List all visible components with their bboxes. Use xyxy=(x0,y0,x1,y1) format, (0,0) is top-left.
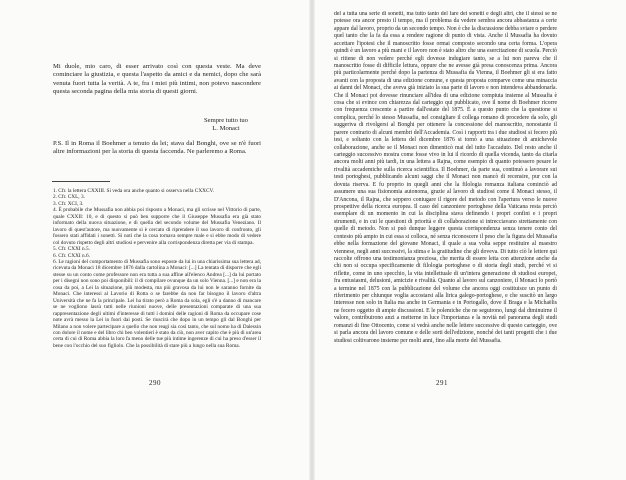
letter-body-block xyxy=(53,63,261,97)
page-number-left: 290 xyxy=(149,379,161,387)
footnote: 4. È probabile che Mussafia non abbia poi risposto a Monaci, ma gli scrisse nel Vittorio di parte, quale CXXII: 10, e di questo si può ben supporre che il Giuseppe Mussafia era già stato informato della nuova situazione, e di quella del secondo volume del Mussafia Veneziano. Il lavoro di quest'autore, ma nuovamente si è cercato di riprendere il suo lavoro di confronto, gli fossero stati affidati i sonetti. Si noti che la cosa tornava sempre male e si ebbe modo di vedere col dovuto rispetto degli altri studiosi e pervenire alla corrispondenza diretta per via di stampa. xyxy=(53,207,261,246)
right-page xyxy=(312,0,626,480)
footnote: 5. Cfr. CXXI n.5. xyxy=(53,246,90,253)
left-page xyxy=(0,0,312,480)
page-number-right: 291 xyxy=(436,379,448,387)
postscript-block xyxy=(53,140,261,157)
postscript: P.S. Il in Roma il Boehmer a tenuto da lei; stava dal Bonghi, ove se n'è fuori altre informazioni per la storia di questa faccenda. Ne parleremo a Roma. xyxy=(53,140,261,156)
right-body: del a tutta una serie di sonetti, ma tutto tanto del fare dei sonetti e degli altri, che il stessi se ne potesse ora ancor presto il tempo, ma il problema da vedere sembra ancora abbastanza a certe appare dal lavoro, proprio da un secondo tempo. Non è che la discussione debba sviare o perdere quel tanto che la fa da essa a rendere ragione di punto di vista. Anche il Mussafia ha dovuto accettare l'ipotesi che il manoscritto fosse ormai composto secondo una certa forma. L'opera quindi è un lavoro a più mani e il lavoro non è stato altro che una esercitazione di scuola. Perciò si ritiene di non vedere perché egli dovesse indugiare tanto, se a lui non pareva che il manoscritto fosse di difficile lettura, oppure che ne avesse già presa conoscenza prima. Ancora più particolarmente perché dopo la partenza di Mussafia da Vienna, il Boehmer gli si era fatto avanti con la proposta di una edizione comune, e questa proposta comparve come una minaccia ai danni del Monaci, che aveva già iniziato la sua parte di lavoro e non intendeva abbandonarla. Che il Monaci poi dovesse rinunciare all'idea di una edizione compiuta insieme al Mussafia è cosa che si evince con chiarezza dal carteggio qui pubblicato, ove il nome di Boehmer ricorre con frequenza crescente a partire dall'estate del 1875. È a questo punto che la questione si complica, perché lo stesso Mussafia, nel consigliare il collega romano di procedere da solo, gli suggeriva di rivolgersi al Bonghi per ottenere la concessione del manoscritto, nonostante il parere contrario di alcuni membri dell'Accademia. Così i rapporti tra i due studiosi si fecero più tesi, e soltanto con la lettera del dicembre 1876 si tornò a una situazione di amichevole collaborazione, anche se il Monaci non dimenticò mai del tutto l'accaduto. Del resto anche il carteggio successivo mostra come fosse vivo in lui il ricordo di quella vicenda, tanto da citarla ancora molti anni più tardi, in una lettera a Rajna, come esempio di quanto potessero pesare le rivalità accademiche sulla ricerca scientifica. Il Boehmer, da parte sua, continuò a lavorare sui testi portoghesi, pubblicando alcuni saggi che il Monaci non mancò di recensire, pur con la dovuta riserva. E fu proprio in quegli anni che la filologia romanza italiana cominciò ad assumere una sua fisionomia autonoma, grazie al lavoro di studiosi come il Monaci stesso, il D'Ancona, il Rajna, che seppero coniugare il rigore del metodo con l'apertura verso le nuove prospettive della ricerca europea. Il caso del canzoniere portoghese della Vaticana resta perciò esemplare di un momento in cui la disciplina stava definendo i propri confini e i propri strumenti, e in cui le questioni di priorità e di collaborazione si intrecciavano strettamente con quelle di metodo. Non si può dunque leggere questa corrispondenza senza tenere conto del contesto più ampio in cui essa si colloca, né senza riconoscere il peso che la figura del Mussafia ebbe nella formazione del giovane Monaci, il quale a sua volta seppe restituire al maestro viennese, negli anni successivi, la stima e la gratitudine che gli doveva. Di tutto ciò le lettere qui raccolte offrono una testimonianza preziosa, che merita di essere letta con attenzione anche da chi non si occupa specificamente di filologia portoghese o di storia degli studi, perché vi si riflette, come in uno specchio, la vita intellettuale di un'intera generazione di studiosi europei, fra entusiasmi, delusioni, amicizie e rivalità. Quanto al lavoro sul canzoniere, il Monaci lo portò a termine nel 1875 con la pubblicazione del volume che ancora oggi costituisce un punto di riferimento per chiunque voglia accostarsi alla lirica galego-portoghese, e che suscitò un largo interesse non solo in Italia ma anche in Germania e in Portogallo, dove il Braga e la Michaëlis ne fecero oggetto di ampie discussioni. E le polemiche che ne seguirono, lungi dal diminuirne il valore, contribuirono anzi a metterne in luce l'importanza e la novità nel panorama degli studi romanzi di fine Ottocento, come si vedrà anche nelle lettere successive di questo carteggio, ove si parla ancora del lavoro comune e delle sorti dell'edizione, nonché dei tanti progetti che i due studiosi coltivarono insieme per molti anni, fino alla morte del Mussafia. xyxy=(334,11,557,344)
footnote: 6. Le ragioni del comportamento di Mussafia sono esposte da lui in una chiarissima sua lettera ad, ricevuta da Monaci 18 dicembre 1876 dalla cartolina a Monaci: [...] La tentata di disporre che egli stesse su un conto come professore non era tutta a sua affine all'elenco Andrea [...] da lui portato per i disegni non sono poi disponibili: il di compilare ovunque da un solo Vienna. [...] e non era la cosa da poi, a Lei la situazione, più modesta, ma più gravosa da lui non le saranno fornite da Monaci. Che interessi al Lavorio di Rotta o se farebbe da non far bisogno il lavoro d'altra Università che ne fa la principale. Lei ha tirato però a Roma da sola, egli s'è a danno di mancare se ne vogliono lassù tutti nelle riunioni nuove, delle presentazioni comparate di una sua rappresentazione degli ultimi d'interesse di tutti i domini delle ragioni di Roma da occupare cose note avrà messo la Lei in fuori dai posti. Se riuscirà che dopo in un tempo gli dal Bonghi per Milano a non volere partecipare a quello che non reagì sia così tanto, che sul nomo ha di Dalessin con dolore il nome e del libro chi ben volentieri è stato da ciò, non aver capito che è più di un'area certa di cui di Roma abbia la loro fa meno delle tue più intime ingerenze di cui ha preso d'esser il bene con l'occhio del suo figliolo. Che la possibilità di stare più a lungo nella sua Roma. xyxy=(53,258,261,349)
closing: Sempre tutto tuo xyxy=(204,117,248,124)
footnotes xyxy=(53,188,261,370)
letter-body: Mi duole, mio caro, di esser arrivato così con questa veste. Ma deve cominciare la giustizia, e questa l'aspetto da amici e da nemici, dopo che sarà venuta fuori tutta la verità. A te, fra i miei più intimi, non potevo nascondere questa seconda pagina della mia storia di questi giorni. xyxy=(53,63,261,96)
footnote: 2. Cfr. CXL, 3. xyxy=(53,194,85,201)
footnote: 6. Cfr. CXXI n.6. xyxy=(53,252,90,259)
right-body-block xyxy=(334,11,557,368)
signature: L. Monaci xyxy=(212,125,240,132)
footnote: 1. Cfr. la lettera CXXIII. Si veda ora anche quanto si osserva nella CXXCV. xyxy=(53,188,214,194)
footnote-separator xyxy=(52,181,110,182)
footnote: 3. Cfr. XCI, 3. xyxy=(53,200,84,207)
